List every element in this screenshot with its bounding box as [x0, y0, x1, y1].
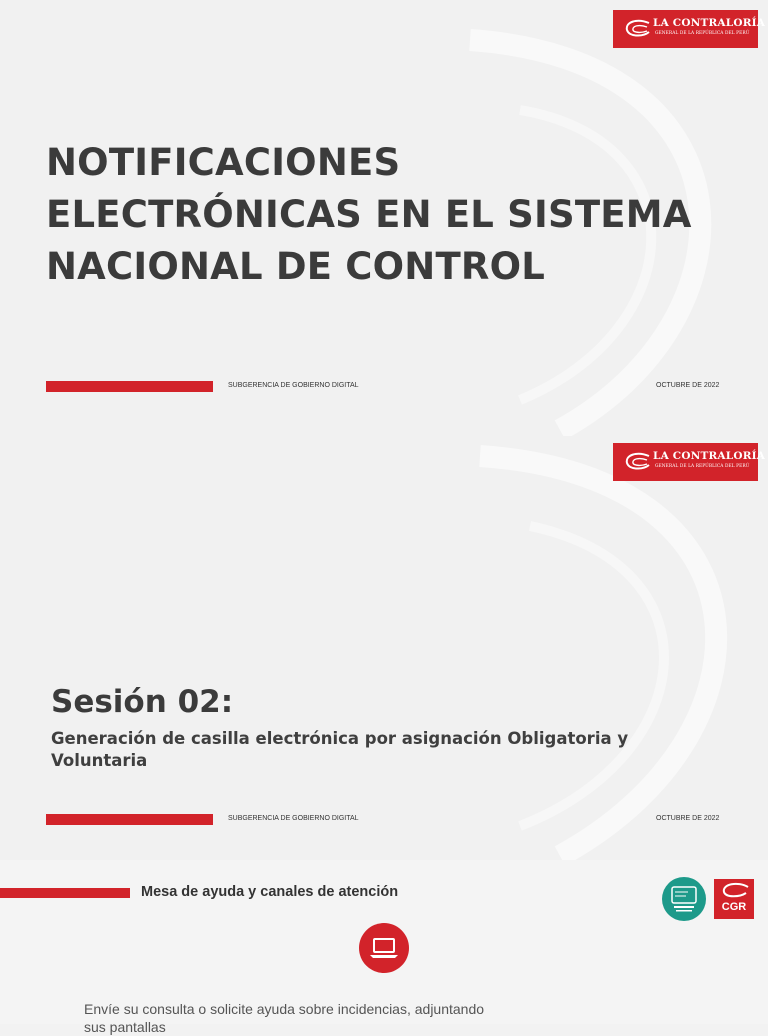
contraloria-emblem-icon: [714, 879, 754, 901]
slide-title: [0, 0, 768, 436]
slide-help-desk: [0, 860, 768, 1035]
red-accent-bar: [46, 381, 213, 392]
help-desk-title: Mesa de ayuda y canales de atención: [141, 884, 399, 900]
title-line-3: NACIONAL DE CONTROL: [46, 245, 546, 288]
title-line-2: ELECTRÓNICAS EN EL SISTEMA: [46, 193, 692, 236]
cgr-badge-text: CGR: [721, 901, 747, 913]
logo-name: LA CONTRALORÍA: [653, 450, 766, 462]
background-swirl-decoration: [0, 436, 768, 860]
logo-subtitle: GENERAL DE LA REPÚBLICA DEL PERÚ: [655, 464, 750, 469]
session-heading: Sesión 02:: [51, 684, 234, 720]
logo-name: LA CONTRALORÍA: [653, 17, 766, 29]
red-accent-bar: [46, 814, 213, 825]
session-subtitle: Generación de casilla electrónica por asignación Obligatoria y Voluntaria: [51, 729, 629, 770]
cgr-badge: [714, 879, 754, 919]
electronic-notification-icon: [662, 877, 706, 921]
contraloria-logo: [613, 443, 766, 481]
footer-department: SUBGERENCIA DE GOBIERNO DIGITAL: [228, 815, 359, 822]
contraloria-emblem-icon: [623, 452, 651, 472]
red-accent-bar: [0, 888, 130, 898]
footer-department: SUBGERENCIA DE GOBIERNO DIGITAL: [228, 382, 359, 389]
web-channel-button[interactable]: [359, 923, 409, 973]
footer-date: OCTUBRE DE 2022: [656, 382, 720, 389]
help-instructions: Envíe su consulta o solicite ayuda sobre incidencias, adjuntando sus pantallas: [84, 1001, 485, 1035]
contraloria-logo: [613, 10, 766, 48]
logo-subtitle: GENERAL DE LA REPÚBLICA DEL PERÚ: [655, 31, 750, 36]
contraloria-emblem-icon: [623, 19, 651, 39]
slide-session: [0, 436, 768, 860]
laptop-icon: [359, 923, 409, 973]
presentation-title: [46, 137, 726, 293]
title-line-1: NOTIFICACIONES: [46, 141, 401, 184]
footer-date: OCTUBRE DE 2022: [656, 815, 720, 822]
notification-system-badge: [662, 877, 706, 921]
